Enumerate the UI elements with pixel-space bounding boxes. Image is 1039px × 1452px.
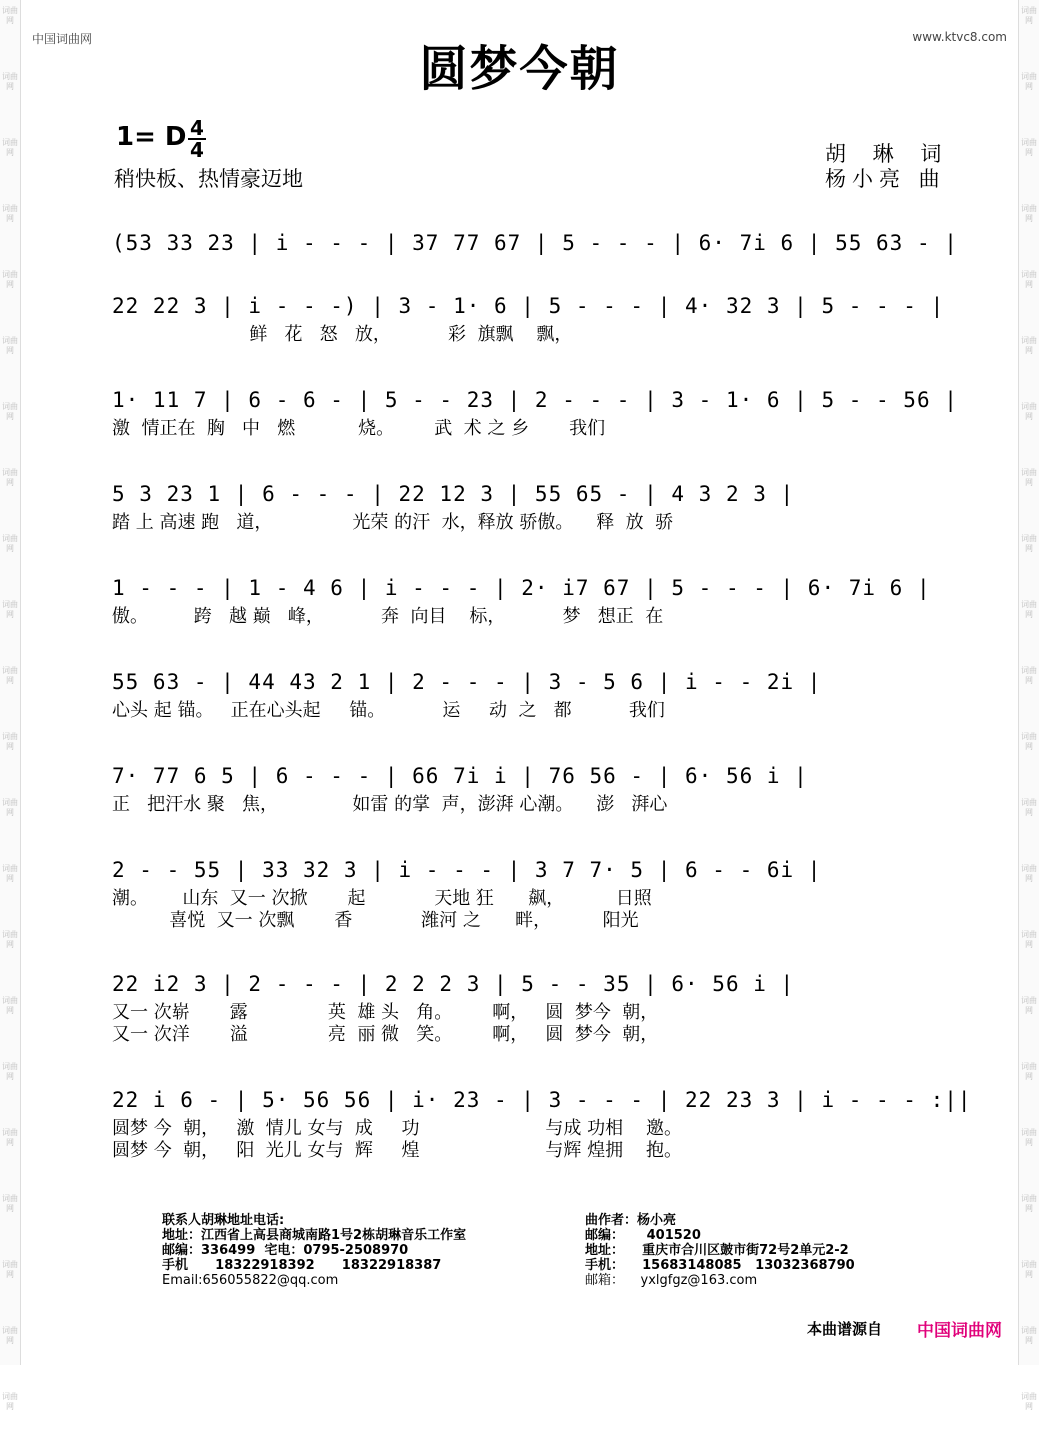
contact-line: 地址：江西省上高县商城南路1号2栋胡琳音乐工作室 xyxy=(162,1228,467,1243)
side-watermark: 词曲网 xyxy=(2,996,18,1015)
meter-top: 4 xyxy=(190,116,204,140)
source-label: 本曲谱源自 xyxy=(807,1320,883,1338)
side-watermark: 词曲网 xyxy=(2,138,18,157)
side-watermark: 词曲网 xyxy=(1021,6,1037,25)
lyricist-contact xyxy=(162,1213,466,1288)
side-watermark: 词曲网 xyxy=(1021,864,1037,883)
contact-line: 手机： 15683148085 13032368790 xyxy=(585,1258,855,1273)
lyricist-credit: 胡 琳 词 xyxy=(825,142,952,166)
side-watermark: 词曲网 xyxy=(2,204,18,223)
score-line xyxy=(112,966,932,1046)
lyric-line: 又一 次洋 溢 亮 丽 微 笑。 啊， 圆 梦今 朝， xyxy=(112,1024,659,1045)
side-watermark: 词曲网 xyxy=(1021,930,1037,949)
contact-line: 邮编：336499 宅电：0795-2508970 xyxy=(162,1243,409,1258)
notation-line: 5 3 23 1 | 6 - - - | 22 12 3 | 55 65 - | 4 3 2 3 | xyxy=(112,482,795,506)
side-watermark: 词曲网 xyxy=(2,534,18,553)
side-watermark: 词曲网 xyxy=(1021,1326,1037,1345)
lyric-line: 正 把汗水 聚 焦， 如雷 的掌 声，澎湃 心潮。 澎 湃心 xyxy=(112,794,668,815)
score-line xyxy=(112,382,958,440)
score-line xyxy=(112,852,932,932)
side-watermark: 词曲网 xyxy=(2,798,18,817)
side-watermark: 词曲网 xyxy=(2,600,18,619)
side-watermark: 词曲网 xyxy=(1021,1260,1037,1279)
song-title: 圆梦今朝 xyxy=(419,41,620,97)
side-watermark: 词曲网 xyxy=(2,930,18,949)
side-watermark: 词曲网 xyxy=(2,1128,18,1147)
side-watermark: 词曲网 xyxy=(1021,336,1037,355)
notation-line: 2 - - 55 | 33 32 3 | i - - - | 3 7 7· 5 | 6 - - 6i | xyxy=(112,858,822,882)
composer-credit: 杨小亮 曲 xyxy=(825,167,946,191)
side-watermark: 词曲网 xyxy=(1021,534,1037,553)
side-watermark: 词曲网 xyxy=(1021,798,1037,817)
score-line xyxy=(112,476,932,534)
side-watermark: 词曲网 xyxy=(2,72,18,91)
notation-line: 1 - - - | 1 - 4 6 | i - - - | 2· i7 67 | 5 - - - | 6· 7i 6 | xyxy=(112,576,931,600)
contact-line: Email:656055822@qq.com xyxy=(162,1273,339,1288)
side-watermark: 词曲网 xyxy=(1021,468,1037,487)
score-line xyxy=(112,664,932,722)
contact-line: 邮箱： yxlgfgz@163.com xyxy=(585,1273,758,1288)
contact-line: 地址： 重庆市合川区皷市街72号2单元2-2 xyxy=(585,1243,849,1258)
side-watermark: 词曲网 xyxy=(2,270,18,289)
notation-line: 1· 11 7 | 6 - 6 - | 5 - - 23 | 2 - - - | 3 - 1· 6 | 5 - - 56 | xyxy=(112,388,958,412)
side-watermark: 词曲网 xyxy=(2,402,18,421)
lyric-line: 傲。 跨 越 巅 峰， 奔 向目 标， 梦 想正 在 xyxy=(112,606,664,627)
time-signature xyxy=(187,118,207,160)
tempo-marking: 稍快板、热情豪迈地 xyxy=(114,167,303,191)
side-watermark: 词曲网 xyxy=(1021,402,1037,421)
side-watermark: 词曲网 xyxy=(1021,204,1037,223)
lyric-line: 鲜 花 怒 放， 彩 旗飘 飘， xyxy=(112,324,573,345)
composer-contact xyxy=(585,1213,855,1288)
score-line xyxy=(112,570,932,628)
side-watermark: 词曲网 xyxy=(2,864,18,883)
key-signature: 1= D xyxy=(116,122,187,152)
lyric-line: 激 情正在 胸 中 燃 烧。 武 术 之 乡 我们 xyxy=(112,418,606,439)
lyric-line: 心头 起 锚。 正在心头起 锚。 运 动 之 都 我们 xyxy=(112,700,665,721)
side-watermark: 词曲网 xyxy=(1021,600,1037,619)
notation-line: 22 i 6 - | 5· 56 56 | i· 23 - | 3 - - - | 22 23 3 | i - - - :|| xyxy=(112,1088,972,1112)
side-watermark: 词曲网 xyxy=(2,1194,18,1213)
side-watermark: 词曲网 xyxy=(2,1392,18,1411)
site-name-left: 中国词曲网 xyxy=(32,32,93,46)
side-watermark: 词曲网 xyxy=(1021,732,1037,751)
side-watermark: 词曲网 xyxy=(1021,1392,1037,1411)
source-brand: 中国词曲网 xyxy=(917,1321,1002,1341)
side-watermark: 词曲网 xyxy=(1021,1128,1037,1147)
contact-line: 手机 18322918392 18322918387 xyxy=(162,1258,442,1273)
score-line xyxy=(112,288,945,346)
lyric-line: 潮。 山东 又一 次掀 起 天地 狂 飙， 日照 xyxy=(112,888,652,909)
score-line xyxy=(112,758,932,816)
side-watermark: 词曲网 xyxy=(2,1326,18,1345)
lyric-line: 喜悦 又一 次飘 香 潍河 之 畔， 阳光 xyxy=(112,910,639,931)
notation-line: 7· 77 6 5 | 6 - - - | 66 7i i | 76 56 - | 6· 56 i | xyxy=(112,764,808,788)
lyric-line: 踏 上 高速 跑 道， 光荣 的汗 水，释放 骄傲。 释 放 骄 xyxy=(112,512,674,533)
contact-line: 曲作者：杨小亮 xyxy=(585,1213,677,1228)
lyric-line: 圆梦 今 朝， 阳 光儿 女与 辉 煌 与辉 煌拥 抱。 xyxy=(112,1140,683,1161)
notation-line: 22 22 3 | i - - -) | 3 - 1· 6 | 5 - - - | 4· 32 3 | 5 - - - | xyxy=(112,294,945,318)
side-watermark: 词曲网 xyxy=(1021,72,1037,91)
side-watermark: 词曲网 xyxy=(2,336,18,355)
side-watermark: 词曲网 xyxy=(1021,270,1037,289)
lyric-line: 又一 次崭 露 英 雄 头 角。 啊， 圆 梦今 朝， xyxy=(112,1002,659,1023)
score-line xyxy=(112,1082,972,1162)
side-watermark: 词曲网 xyxy=(2,1062,18,1081)
side-watermark: 词曲网 xyxy=(2,468,18,487)
side-watermark: 词曲网 xyxy=(1021,1194,1037,1213)
side-watermark: 词曲网 xyxy=(1021,138,1037,157)
notation-line: 22 i2 3 | 2 - - - | 2 2 2 3 | 5 - - 35 | 6· 56 i | xyxy=(112,972,795,996)
meter-bottom: 4 xyxy=(190,138,204,162)
left-watermark-strip xyxy=(0,0,21,1411)
notation-line: 55 63 - | 44 43 2 1 | 2 - - - | 3 - 5 6 | i - - 2i | xyxy=(112,670,822,694)
lyric-line: 圆梦 今 朝， 激 情儿 女与 成 功 与成 功相 邀。 xyxy=(112,1118,683,1139)
notation-line: (53 33 23 | i - - - | 37 77 67 | 5 - - - | 6· 7i 6 | 55 63 - | xyxy=(112,231,958,255)
side-watermark: 词曲网 xyxy=(2,6,18,25)
side-watermark: 词曲网 xyxy=(2,1260,18,1279)
contact-line: 邮编： 401520 xyxy=(585,1228,701,1243)
score-line xyxy=(112,225,958,261)
side-watermark: 词曲网 xyxy=(2,666,18,685)
side-watermark: 词曲网 xyxy=(1021,996,1037,1015)
side-watermark: 词曲网 xyxy=(1021,1062,1037,1081)
side-watermark: 词曲网 xyxy=(2,732,18,751)
contact-line: 联系人胡琳地址电话: xyxy=(162,1213,285,1228)
side-watermark: 词曲网 xyxy=(1021,666,1037,685)
site-url-right: www.ktvc8.com xyxy=(912,30,1007,44)
right-watermark-strip xyxy=(1018,0,1039,1411)
